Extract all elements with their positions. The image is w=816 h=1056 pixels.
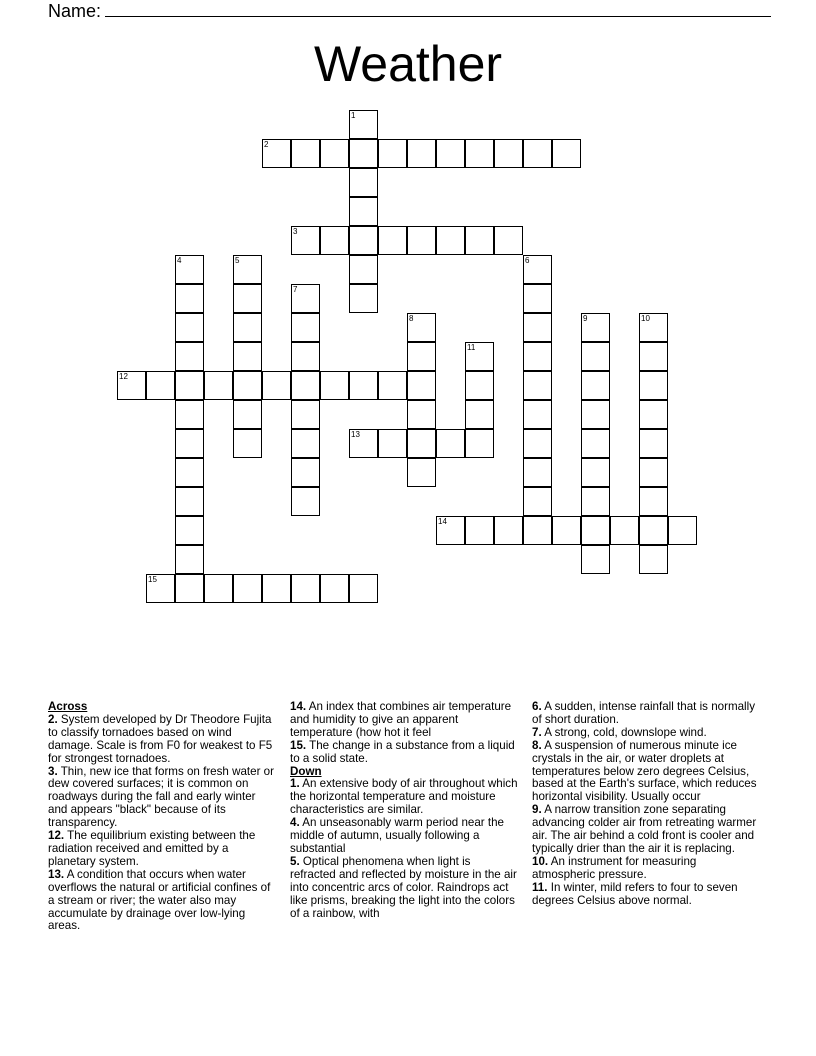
grid-cell[interactable] [175, 284, 204, 313]
grid-cell[interactable] [494, 139, 523, 168]
clue-number: 14 [438, 517, 447, 526]
clue-down-1: 1. An extensive body of air throughout which the horizontal temperature and moisture characteristics are similar. [290, 777, 518, 817]
grid-cell[interactable] [204, 574, 233, 603]
grid-cell[interactable] [349, 574, 378, 603]
grid-cell[interactable] [291, 458, 320, 487]
grid-cell[interactable] [378, 139, 407, 168]
grid-cell[interactable] [523, 313, 552, 342]
grid-cell[interactable] [639, 429, 668, 458]
grid-cell[interactable] [581, 487, 610, 516]
grid-cell[interactable] [581, 313, 610, 342]
clue-number: 15 [148, 575, 157, 584]
grid-cell[interactable] [175, 545, 204, 574]
grid-cell[interactable] [378, 371, 407, 400]
grid-cell[interactable] [233, 342, 262, 371]
across-heading: Across [48, 700, 88, 713]
clue-number: 1 [351, 111, 356, 120]
grid-cell[interactable] [175, 458, 204, 487]
clue-number: 9 [583, 314, 588, 323]
clue-across-13: 13. A condition that occurs when water overflows the natural or artificial confines of a stream or river; the water also may accumulate by drainage over low-lying areas. [48, 867, 271, 933]
grid-cell[interactable] [639, 458, 668, 487]
clue-number: 4 [177, 256, 182, 265]
grid-cell[interactable] [175, 487, 204, 516]
grid-cell[interactable] [291, 400, 320, 429]
grid-cell[interactable] [349, 371, 378, 400]
grid-cell[interactable] [175, 255, 204, 284]
clue-number: 5 [235, 256, 240, 265]
grid-cell[interactable] [204, 371, 233, 400]
grid-cell[interactable] [552, 139, 581, 168]
grid-cell[interactable] [465, 429, 494, 458]
grid-cell[interactable] [523, 342, 552, 371]
grid-cell[interactable] [523, 429, 552, 458]
grid-cell[interactable] [639, 342, 668, 371]
grid-cell[interactable] [175, 342, 204, 371]
clue-down-10: 10. An instrument for measuring atmospheric pressure. [532, 854, 697, 881]
grid-cell[interactable] [233, 371, 262, 400]
grid-cell[interactable] [349, 110, 378, 139]
grid-cell[interactable] [407, 458, 436, 487]
grid-cell[interactable] [523, 458, 552, 487]
clue-down-9: 9. A narrow transition zone separating advancing colder air from retreating warmer air. The air behind a cold front is cooler and typically drier than the air it is replacing. [532, 803, 757, 855]
grid-cell[interactable] [291, 284, 320, 313]
grid-cell[interactable] [639, 400, 668, 429]
grid-cell[interactable] [349, 284, 378, 313]
grid-cell[interactable] [581, 400, 610, 429]
grid-cell[interactable] [233, 429, 262, 458]
grid-cell[interactable] [291, 313, 320, 342]
grid-cell[interactable] [349, 197, 378, 226]
grid-cell[interactable] [407, 400, 436, 429]
grid-cell[interactable] [407, 429, 436, 458]
grid-cell[interactable] [262, 574, 291, 603]
grid-cell[interactable] [233, 574, 262, 603]
grid-cell[interactable] [175, 371, 204, 400]
clue-number: 13 [351, 430, 360, 439]
grid-cell[interactable] [465, 139, 494, 168]
clue-down-4: 4. An unseasonably warm period near the middle of autumn, usually following a substantial [290, 816, 504, 855]
grid-cell[interactable] [291, 574, 320, 603]
clue-down-6: 6. A sudden, intense rainfall that is normally of short duration. [532, 700, 756, 726]
grid-cell[interactable] [291, 342, 320, 371]
clue-number: 3 [293, 227, 298, 236]
clue-number: 8 [409, 314, 414, 323]
grid-cell[interactable] [175, 429, 204, 458]
grid-cell[interactable] [407, 371, 436, 400]
grid-cell[interactable] [349, 168, 378, 197]
grid-cell[interactable] [291, 487, 320, 516]
clue-number: 10 [641, 314, 650, 323]
grid-cell[interactable] [581, 545, 610, 574]
grid-cell[interactable] [233, 313, 262, 342]
grid-cell[interactable] [146, 371, 175, 400]
grid-cell[interactable] [407, 313, 436, 342]
clue-down-7: 7. A strong, cold, downslope wind. [532, 725, 707, 739]
grid-cell[interactable] [639, 487, 668, 516]
clue-down-8: 8. A suspension of numerous minute ice crystals in the air, or water droplets at temperatures below zero degrees Celsius, based at the Earth's surface, which reduces horizontal visibility. Usually occur [532, 738, 757, 804]
grid-cell[interactable] [291, 371, 320, 400]
grid-cell[interactable] [175, 400, 204, 429]
grid-cell[interactable] [291, 226, 320, 255]
grid-cell[interactable] [291, 429, 320, 458]
clue-down-5: 5. Optical phenomena when light is refracted and reflected by moisture in the air into concentric arcs of color. Raindrops act like prisms, breaking the light into the colors of a rainbow, with [290, 854, 517, 920]
grid-cell[interactable] [349, 226, 378, 255]
grid-cell[interactable] [523, 284, 552, 313]
grid-cell[interactable] [465, 226, 494, 255]
grid-cell[interactable] [436, 139, 465, 168]
clue-number: 6 [525, 256, 530, 265]
grid-cell[interactable] [349, 139, 378, 168]
grid-cell[interactable] [407, 139, 436, 168]
grid-cell[interactable] [523, 516, 552, 545]
grid-cell[interactable] [378, 429, 407, 458]
grid-cell[interactable] [262, 139, 291, 168]
grid-cell[interactable] [581, 429, 610, 458]
grid-cell[interactable] [639, 516, 668, 545]
grid-cell[interactable] [233, 284, 262, 313]
name-label: Name: [48, 1, 102, 21]
grid-cell[interactable] [436, 226, 465, 255]
grid-cell[interactable] [465, 342, 494, 371]
clue-number: 11 [467, 343, 476, 352]
grid-cell[interactable] [291, 139, 320, 168]
grid-cell[interactable] [436, 429, 465, 458]
grid-cell[interactable] [320, 226, 349, 255]
grid-cell[interactable] [523, 400, 552, 429]
grid-cell[interactable] [639, 545, 668, 574]
grid-cell[interactable] [581, 342, 610, 371]
grid-cell[interactable] [552, 516, 581, 545]
clue-number: 7 [293, 285, 298, 294]
puzzle-title: Weather [313, 36, 503, 92]
grid-cell[interactable] [320, 139, 349, 168]
grid-cell[interactable] [465, 371, 494, 400]
grid-cell[interactable] [494, 226, 523, 255]
grid-cell[interactable] [349, 255, 378, 284]
clues-column-1 [48, 701, 276, 933]
grid-cell[interactable] [349, 429, 378, 458]
grid-cell[interactable] [523, 371, 552, 400]
clues-column-2 [290, 701, 518, 920]
clue-number: 2 [264, 140, 269, 149]
grid-cell[interactable] [494, 516, 523, 545]
grid-cell[interactable] [436, 516, 465, 545]
grid-cell[interactable] [581, 458, 610, 487]
grid-cell[interactable] [378, 226, 407, 255]
grid-cell[interactable] [175, 516, 204, 545]
clue-down-11: 11. In winter, mild refers to four to seven degrees Celsius above normal. [532, 880, 738, 907]
grid-cell[interactable] [117, 371, 146, 400]
grid-cell[interactable] [407, 226, 436, 255]
grid-cell[interactable] [262, 371, 291, 400]
grid-cell[interactable] [668, 516, 697, 545]
down-heading: Down [290, 764, 322, 778]
grid-cell[interactable] [233, 255, 262, 284]
grid-cell[interactable] [639, 313, 668, 342]
clue-across-15: 15. The change in a substance from a liquid to a solid state. [290, 738, 515, 765]
clue-across-14: 14. An index that combines air temperature and humidity to give an apparent temperature (how hot it feel [290, 700, 512, 739]
clue-across-2: 2. System developed by Dr Theodore Fujita to classify tornadoes based on wind damage. Scale is from F0 for weakest to F5 for strongest tornadoes. [48, 712, 273, 765]
clue-number: 12 [119, 372, 128, 381]
grid-cell[interactable] [465, 400, 494, 429]
grid-cell[interactable] [175, 313, 204, 342]
clues-column-3 [532, 701, 760, 908]
grid-cell[interactable] [581, 371, 610, 400]
grid-cell[interactable] [320, 574, 349, 603]
grid-cell[interactable] [639, 371, 668, 400]
grid-cell[interactable] [233, 400, 262, 429]
grid-cell[interactable] [407, 342, 436, 371]
clue-across-12: 12. The equilibrium existing between the radiation received and emitted by a planetary system. [48, 829, 256, 868]
grid-cell[interactable] [523, 487, 552, 516]
grid-cell[interactable] [581, 516, 610, 545]
clue-across-3: 3. Thin, new ice that forms on fresh water or dew covered surfaces; it is common on roadways during the fall and early winter and appears "black" because of its transparency. [48, 764, 274, 830]
grid-cell[interactable] [175, 574, 204, 603]
grid-cell[interactable] [465, 516, 494, 545]
grid-cell[interactable] [146, 574, 175, 603]
grid-cell[interactable] [320, 371, 349, 400]
grid-cell[interactable] [610, 516, 639, 545]
grid-cell[interactable] [523, 139, 552, 168]
grid-cell[interactable] [523, 255, 552, 284]
